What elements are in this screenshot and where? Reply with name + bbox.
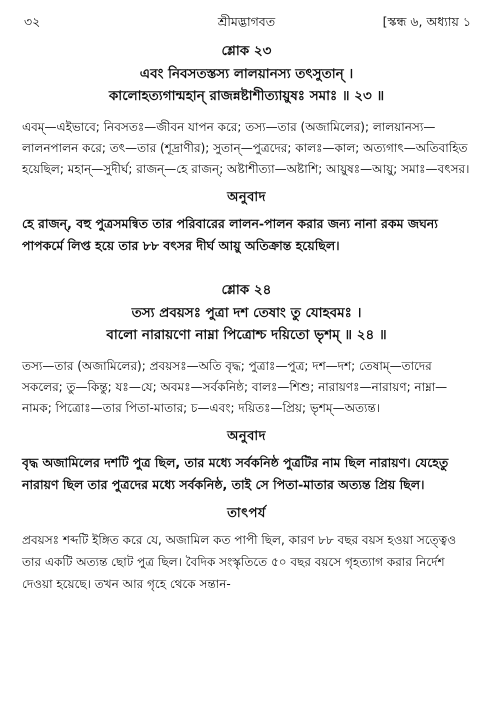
sloka-24-title: শ্লোক ২৪ — [221, 282, 272, 298]
purport-text: প্রবয়সঃ শব্দটি ইঙ্গিত করে যে, অজামিল কত পাপী ছিল, কারণ ৮৮ বছর বয়স হওয়া সত্ত্বেও তার একটি অত্যন্ত ছোট পুত্র ছিল। বৈদিক সংস্কৃতিতে ৫০ বছর বয়সে গৃহত্যাগ করার নির্দেশ দেওয়া হয়েছে। তখন আর গৃহে থেকে সন্তান- — [22, 533, 457, 591]
sloka-23-translation: হে রাজন্, বহু পুত্রসমন্বিত তার পরিবারের লালন-পালন করার জন্য নানা রকম জঘন্য পাপকর্মে লিপ্ত হয়ে তার ৮৮ বৎসর দীর্ঘ আয়ু অতিক্রান্ত হয়েছিল। — [22, 216, 438, 253]
sloka-24-translation-heading: অনুবাদ — [227, 429, 266, 444]
sloka-24-synonyms: তস্য—তার (অজামিলের); প্রবয়সঃ—অতি বৃদ্ধ; পুত্রাঃ—পুত্র; দশ—দশ; তেষাম্—তাদের সকলের; তু—কিন্তু; যঃ—যে; অবমঃ—সর্বকনিষ্ঠ; বালঃ—শিশু; নারায়ণঃ—নারায়ণ; নাম্না—নামক; পিত্রোঃ—তার পিতা-মাতার; চ—এবং; দয়িতঃ—প্রিয়; ভৃশম্—অত্যন্ত। — [22, 359, 448, 415]
page-header — [22, 8, 471, 30]
sloka-23-line-1: এবং নিবসতস্তস্য লালয়ানস্য তৎসুতান্ । — [139, 66, 354, 82]
sloka-24-line-2: বালো নারায়ণো নাম্না পিত্রোশ্চ দয়িতো ভৃশম্ ॥ ২৪ ॥ — [106, 327, 387, 343]
sloka-23-synonyms: এবম্—এইভাবে; নিবসতঃ—জীবন যাপন করে; তস্য—তার (অজামিলের); লালয়ানস্য—লালনপালন করে; তৎ—তার (শূদ্রাণীর); সুতান্—পুত্রদের; কালঃ—কাল; অত্যগাৎ—অতিবাহিত হয়েছিল; মহান্—সুদীর্ঘ; রাজন্—হে রাজন্; অষ্টাশীত্যা—অষ্টাশি; আয়ুষঃ—আয়ু; সমাঃ—বৎসর। — [22, 120, 470, 176]
purport-heading: তাৎপর্য — [227, 506, 266, 521]
sloka-24-line-1: তস্য প্রবয়সঃ পুত্রা দশ তেষাং তু যোহবমঃ । — [131, 305, 362, 321]
sloka-23-line-2: কালোহত্যগান্মহান্ রাজন্নষ্টাশীত্যায়ুষঃ সমাঃ ॥ ২৩ ॥ — [108, 88, 385, 104]
sloka-23-title: শ্লোক ২৩ — [221, 43, 272, 59]
chapter-info: [স্কন্ধ ৬, অধ্যায় ১ — [382, 14, 471, 29]
book-title: শ্রীমদ্ভাগবত — [217, 14, 276, 29]
sloka-24-translation: বৃদ্ধ অজামিলের দশটি পুত্র ছিল, তার মধ্যে সর্বকনিষ্ঠ পুত্রটির নাম ছিল নারায়ণ। যেহেতু নারায়ণ ছিল তার পুত্রদের মধ্যে সর্বকনিষ্ঠ, তাই সে পিতা-মাতার অত্যন্ত প্রিয় ছিল। — [22, 455, 449, 492]
page-number: ৩২ — [24, 14, 41, 29]
sloka-23-translation-heading: অনুবাদ — [227, 190, 266, 205]
